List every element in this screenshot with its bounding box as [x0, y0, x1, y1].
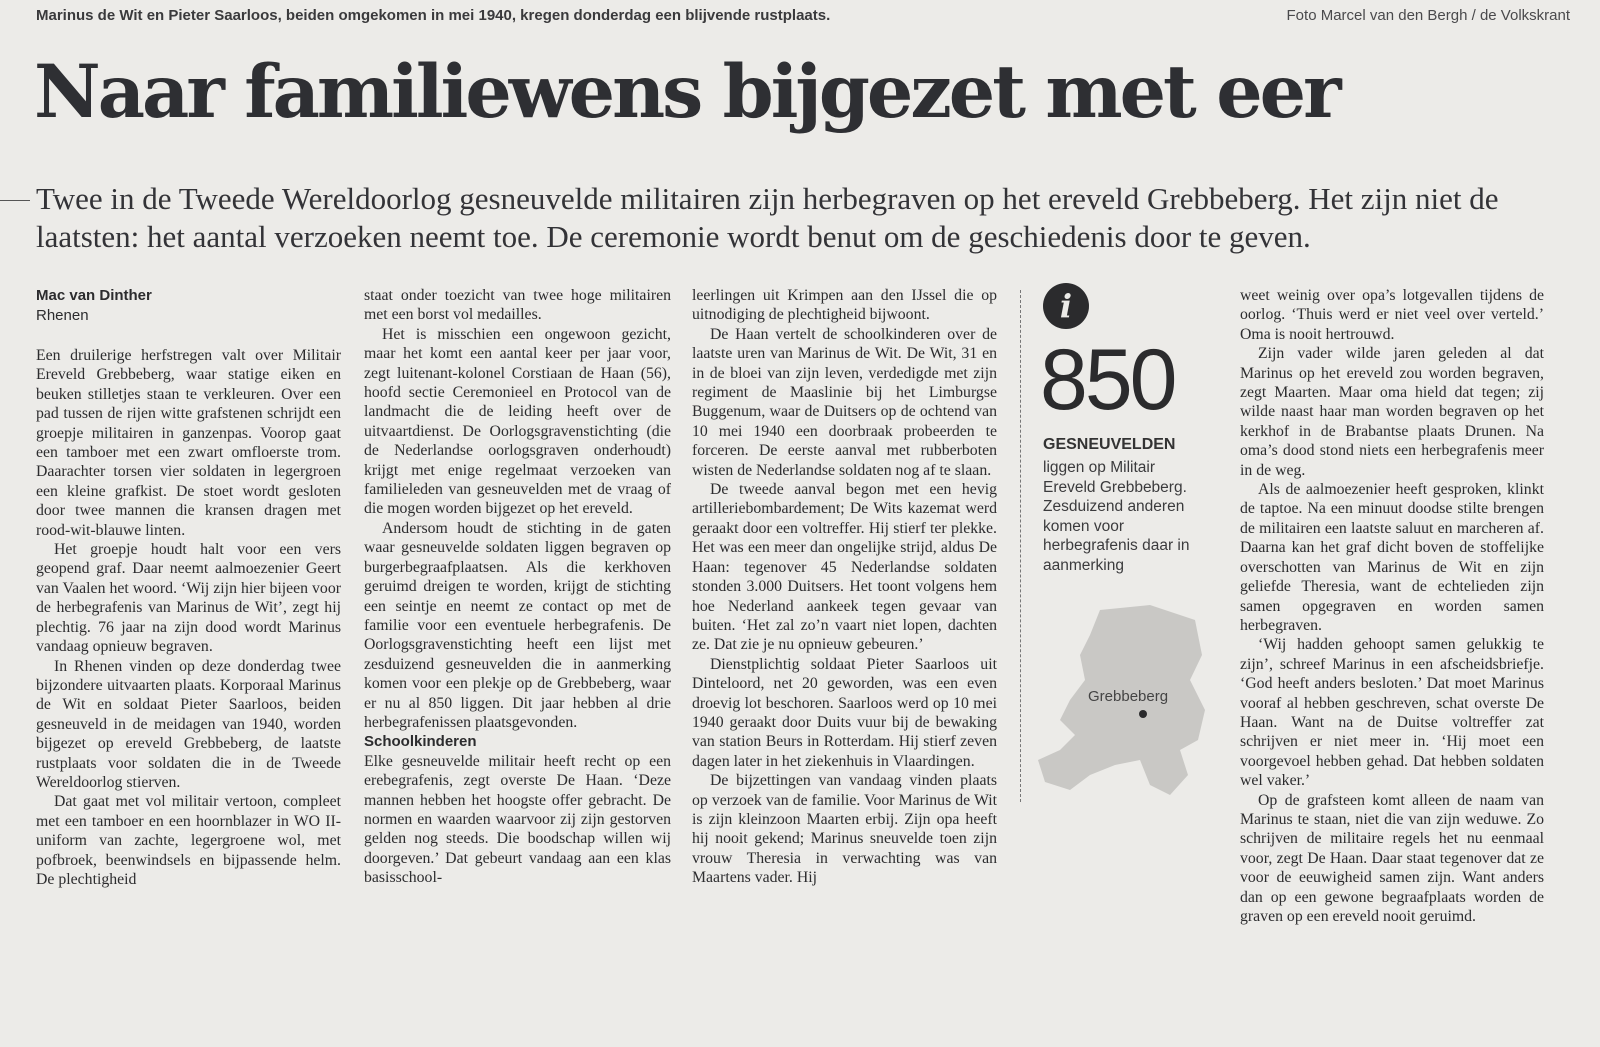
byline-author: Mac van Dinther	[36, 287, 152, 304]
article-column-5	[1240, 286, 1544, 926]
paragraph: De Haan vertelt de schoolkinderen over de laatste uren van Marinus de Wit. De Wit, 31 en in de bloei van zijn leven, verdedigde met zijn regiment de Maaslinie bij het Limburgse Buggenum, waar de Duitsers op de ochtend van 10 mei 1940 een doorbraak probeerden te forceren. De eerste aanval met rubberboten wisten de Nederlandse soldaten nog af te slaan.	[692, 325, 997, 479]
paragraph: De tweede aanval begon met een hevig artilleriebombardement; De Wits kazemat werd geraakt door een voltreffer. Hij stierf ter plekke. Het was een meer dan ongelijke strijd, aldus De Haan: tegenover 45 Nederlandse soldaten stonden 3.000 Duitsers. Het toont volgens hem hoe Nederland aankeek tegen gevaar van buiten. ‘Het zal zo’n vaart niet lopen, dachten ze. Dat zie je nu opnieuw gebeuren.’	[692, 481, 997, 654]
column-divider	[1020, 290, 1021, 802]
intro-paragraph: Twee in de Tweede Wereldoorlog gesneuvelde militairen zijn herbegraven op het ereveld Grebbeberg. Het zijn niet de laatsten: het aantal verzoeken neemt toe. De ceremonie wordt benut om de geschiedenis door te geven.	[36, 181, 1499, 254]
photo-credit: Foto Marcel van den Bergh / de Volkskrant	[1286, 7, 1570, 24]
paragraph: Een druilerige herfstregen valt over Militair Ereveld Grebbeberg, waar statige eiken en beuken stilletjes staan te verkleuren. Over een pad tussen de rijen witte grafstenen schrijdt een groepje militairen in ganzenpas. Voorop gaat een tamboer met een zwart omfloerste trom. Daarachter torsen vier soldaten in legergroen een kleine grafkist. De stoet wordt gesloten door twee mannen die kransen dragen met rood-wit-blauwe linten.	[36, 347, 341, 539]
photo-caption: Marinus de Wit en Pieter Saarloos, beiden omgekomen in mei 1940, kregen donderdag een blijvende rustplaats.	[36, 7, 831, 24]
paragraph: Dat gaat met vol militair vertoon, compleet met een tamboer en een hoornblazer in WO II-uniform van zachte, legergroene wol, met pofbroek, beenwindsels en bijpassende helm. De plechtigheid	[36, 793, 341, 888]
paragraph: Het is misschien een ongewoon gezicht, maar het komt een aantal keer per jaar voor, zegt luitenant-kolonel Corstiaan de Haan (56), hoofd sectie Ceremonieel en Protocol van de landmacht die de leiding heeft over de uitvaartdienst. De Oorlogsgravenstichting (die de Nederlandse oorlogsgraven onderhoudt) krijgt met enige regelmaat verzoeken van familieleden van gesneuvelden met de vraag of die mogen worden bijgezet op het ereveld.	[364, 325, 671, 518]
infobox-body: liggen op Militair Ereveld Grebbeberg. Zesduizend anderen komen voor herbegrafenis daar in aanmerking	[1043, 459, 1190, 574]
byline-place: Rhenen	[36, 307, 89, 324]
headline: Naar familiewens bijgezet met eer	[34, 49, 1339, 135]
article-column-1	[36, 286, 341, 889]
paragraph: Elke gesneuvelde militair heeft recht op een erebegrafenis, zegt overste De Haan. ‘Deze mannen hebben het hoogste offer gebracht. De normen en waarden waarvoor zij zijn gestorven gelden nog steeds. Die boodschap willen wij doorgeven.’ Dat gebeurt vandaag aan een klas basisschool-	[364, 752, 671, 887]
paragraph: staat onder toezicht van twee hoge militairen met een borst vol medailles.	[364, 287, 671, 324]
article-column-3	[692, 286, 997, 888]
paragraph: Zijn vader wilde jaren geleden al dat Marinus op het ereveld zou worden begraven, zegt Maarten. Maar oma hield dat tegen; zij wilde naast haar man worden begraven op het kerkhof in de Brabantse plaats Drunen. Na oma’s dood stond niets een herbegrafenis meer in de weg.	[1240, 345, 1544, 479]
paragraph: De bijzettingen van vandaag vinden plaats op verzoek van de familie. Voor Marinus de Wit is zijn kleinzoon Maarten erbij. Zijn opa heeft hij nooit gekend; Marinus sneuvelde toen zijn vrouw Theresia in verwachting was van Maartens vader. Hij	[692, 772, 997, 887]
paragraph: weet weinig over opa’s lotgevallen tijdens de oorlog. ‘Thuis werd er niet veel over verteld.’ Oma is nooit hertrouwd.	[1240, 287, 1544, 343]
paragraph: Het groepje houdt halt voor een vers geopend graf. Daar neemt aalmoezenier Geert van Vaalen het woord. ‘Wij zijn hier bijeen voor de herbegrafenis van Marinus de Wit’, zegt hij plechtig. 76 jaar na zijn dood wordt Marinus vandaag opnieuw begraven.	[36, 541, 341, 656]
paragraph: ‘Wij hadden gehoopt samen gelukkig te zijn’, schreef Marinus in een afscheidsbriefje. ‘God heeft anders besloten.’ Dat moet Marinus vooraf al hebben geschreven, schat overste De Haan. Want na de Duitse voltreffer zat schrijven er niet meer in. ‘Hij moet een voorgevoel hebben gehad. Dat hebben soldaten wel vaker.’	[1240, 636, 1544, 790]
intro-rule	[0, 200, 30, 201]
paragraph: leerlingen uit Krimpen aan den IJssel die op uitnodiging de plechtigheid bijwoont.	[692, 287, 997, 324]
paragraph: Als de aalmoezenier heeft gesproken, klinkt de taptoe. Na een minuut doodse stilte brengen de militairen een laatste saluut en marcheren af. Daarna kan het graf dicht boven de stoffelijke overschotten van Marinus de Wit en zijn geliefde Theresia, want de echtelieden zijn samen opgegraven en worden samen herbegraven.	[1240, 481, 1544, 634]
map-label: Grebbeberg	[1088, 688, 1169, 705]
infobox-number: 850	[1040, 332, 1175, 428]
paragraph: Op de grafsteen komt alleen de naam van Marinus te staan, niet die van zijn weduwe. Zo schrijven de militaire regels het nu eenmaal voor, zegt De Haan. Daar staat tegenover dat ze voor de eeuwigheid samen zijn. Want anders dan op een gewone begraafplaats worden de graven op een ereveld nooit geruimd.	[1240, 791, 1544, 925]
location-marker-icon	[1139, 710, 1147, 718]
subheading: Schoolkinderen	[364, 733, 477, 751]
paragraph: In Rhenen vinden op deze donderdag twee bijzondere uitvaarten plaats. Korporaal Marinus de Wit en soldaat Pieter Saarloos, beiden gesneuveld in de meidagen van 1940, worden bijgezet op ereveld Grebbeberg, de laatste rustplaats voor soldaten die in de Tweede Wereldoorlog stierven.	[36, 657, 341, 791]
info-icon: i	[1043, 283, 1089, 329]
paragraph: Dienstplichtig soldaat Pieter Saarloos uit Dinteloord, net 20 geworden, was een even droevig lot beschoren. Saarloos werd op 10 mei 1940 geraakt door Duits vuur bij de bewaking van station Beurs in Rotterdam. Hij stierf zeven dagen later in het ziekenhuis in Vlaardingen.	[692, 655, 997, 770]
article-column-2	[364, 286, 671, 888]
infobox-title: GESNEUVELDEN	[1043, 436, 1176, 453]
paragraph: Andersom houdt de stichting in de gaten waar gesneuvelde soldaten liggen begraven op burgerbegraafplaatsen. Als die kerkhoven geruimd dreigen te worden, krijgt de stichting een seintje en neemt ze contact op met de familie voor een eventuele herbegrafenis. De Oorlogsgravenstichting heeft een lijst met zesduizend gesneuvelden die in aanmerking komen voor een plekje op de Grebbeberg, waar er nu al 850 liggen. Dit jaar hebben al drie herbegrafenissen plaatsgevonden.	[364, 519, 671, 731]
